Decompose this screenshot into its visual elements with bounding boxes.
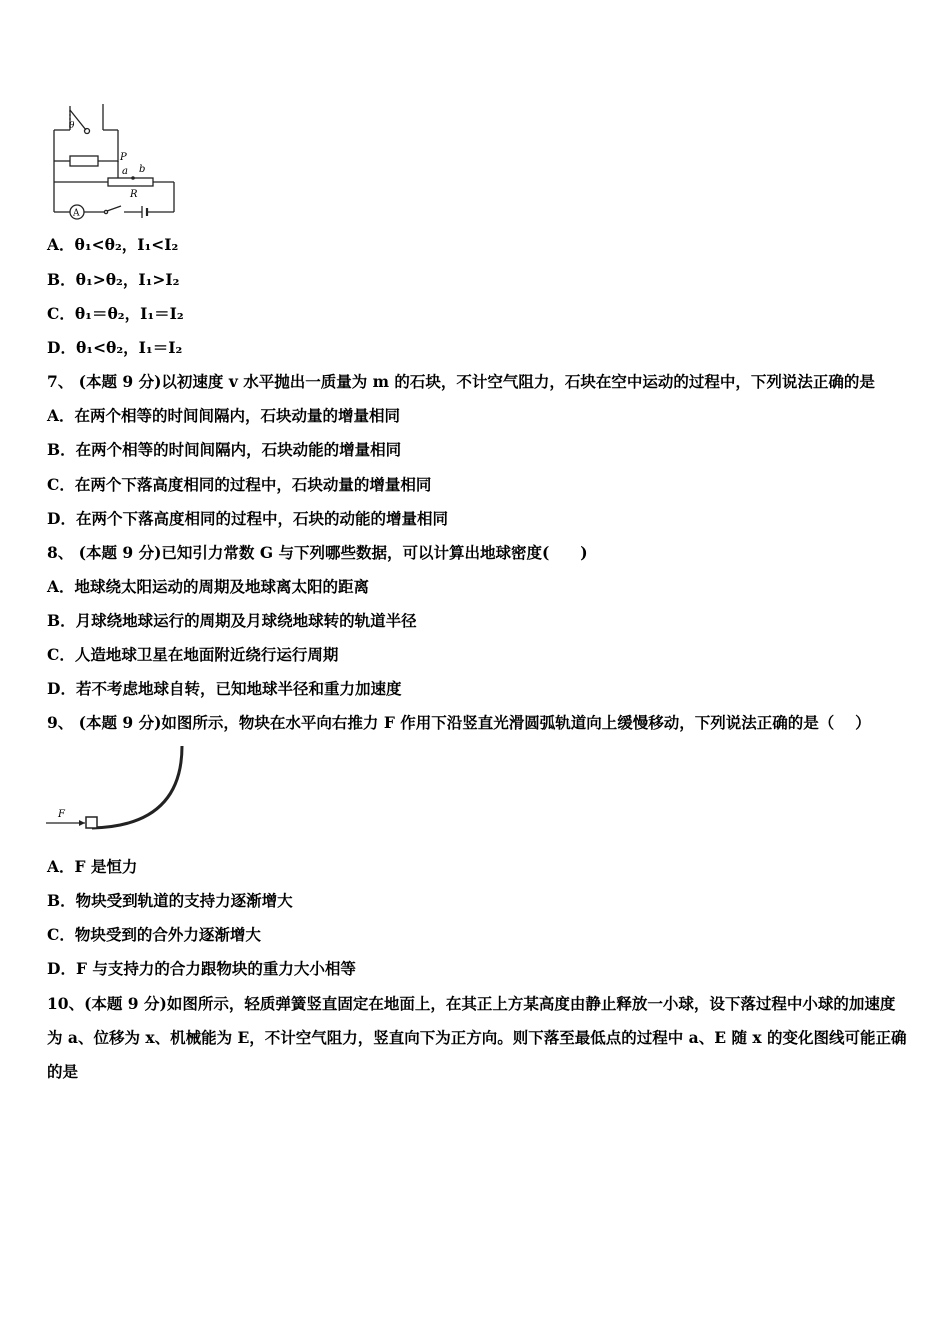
- q9-option-d: D．F 与支持力的合力跟物块的重力大小相等: [47, 959, 356, 978]
- q7-option-d: D．在两个下落高度相同的过程中，石块的动能的增量相同: [47, 509, 448, 528]
- q7-stem: 7、 (本题 9 分)以初速度 v 水平抛出一质量为 m 的石块，不计空气阻力，石块在空中运动的过程中，下列说法正确的是: [47, 372, 875, 391]
- q8-option-a: A．地球绕太阳运动的周期及地球离太阳的距离: [47, 577, 370, 596]
- arc-track-figure: [44, 744, 194, 836]
- q7-option-a: A．在两个相等的时间间隔内，石块动量的增量相同: [47, 406, 401, 425]
- q10-stem: 10、(本题 9 分)如图所示，轻质弹簧竖直固定在地面上，在其正上方某高度由静止释放一小球，设下落过程中小球的加速度为 a、位移为 x、机械能为 E，不计空气阻力，竖直向下为正方向。则下落至最低点的过程中 a、E 随 x 的变化图线可能正确的是: [47, 994, 907, 1081]
- q9-option-a: A．F 是恒力: [47, 857, 138, 876]
- r-label: R: [130, 189, 138, 200]
- b-label: b: [139, 164, 146, 175]
- q7-option-c: C．在两个下落高度相同的过程中，石块动量的增量相同: [47, 475, 432, 494]
- q8-option-c: C．人造地球卫星在地面附近绕行运行周期: [47, 645, 339, 664]
- q7-option-b: B．在两个相等的时间间隔内，石块动能的增量相同: [47, 440, 402, 459]
- q9-option-c: C．物块受到的合外力逐渐增大: [47, 925, 261, 944]
- q6-option-d: D．θ₁<θ₂，I₁＝I₂: [47, 338, 183, 357]
- q8-stem: 8、 (本题 9 分)已知引力常数 G 与下列哪些数据，可以计算出地球密度( ): [47, 543, 588, 562]
- q9-option-b: B．物块受到轨道的支持力逐渐增大: [47, 891, 293, 910]
- force-label: F: [58, 809, 65, 820]
- ammeter-icon: A: [73, 208, 80, 219]
- q6-option-c: C．θ₁＝θ₂，I₁＝I₂: [47, 304, 184, 323]
- q8-option-b: B．月球绕地球运行的周期及月球绕地球转的轨道半径: [47, 611, 417, 630]
- a-label: a: [122, 166, 128, 177]
- circuit-figure: [46, 100, 181, 222]
- theta-label: θ: [69, 121, 75, 131]
- q6-option-a: A．θ₁<θ₂，I₁<I₂: [47, 235, 179, 254]
- q9-stem: 9、 (本题 9 分)如图所示，物块在水平向右推力 F 作用下沿竖直光滑圆弧轨道向上缓慢移动，下列说法正确的是（ ）: [47, 713, 871, 732]
- q6-option-b: B．θ₁>θ₂，I₁>I₂: [47, 270, 180, 289]
- q8-option-d: D．若不考虑地球自转，已知地球半径和重力加速度: [47, 679, 402, 698]
- p-label: P: [120, 152, 127, 163]
